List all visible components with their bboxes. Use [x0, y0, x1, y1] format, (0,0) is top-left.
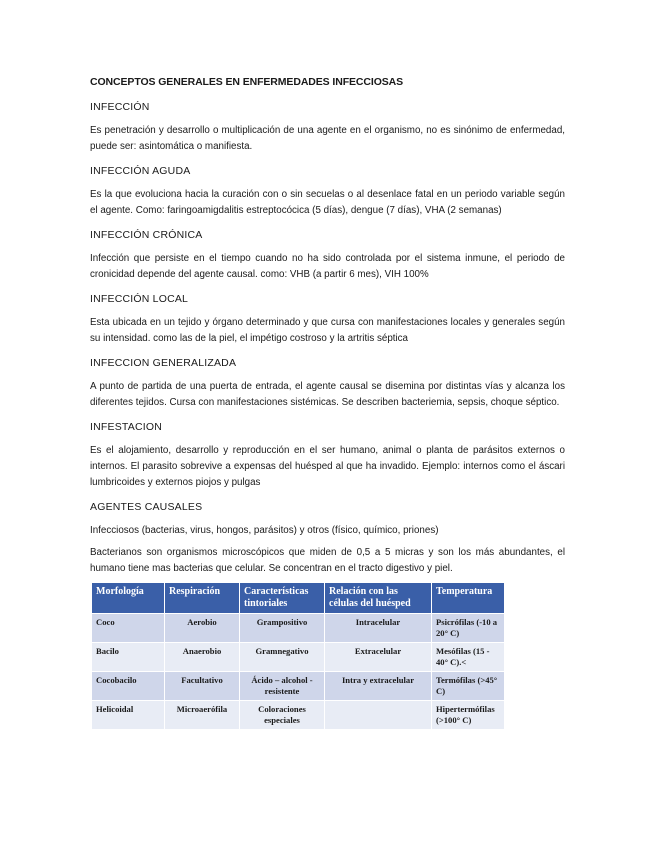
table-cell: Microaerófila: [165, 701, 240, 730]
section-heading-infeccion-cronica: INFECCIÓN CRÓNICA: [90, 229, 203, 241]
table-cell: Grampositivo: [240, 614, 325, 643]
table-cell: Mesófilas (15 - 40° C).<: [432, 643, 505, 672]
table-cell: Helicoidal: [92, 701, 165, 730]
table-row: [92, 672, 505, 701]
table-cell: Coco: [92, 614, 165, 643]
document-title: CONCEPTOS GENERALES EN ENFERMEDADES INFECCIOSAS: [90, 76, 404, 88]
table-row: [92, 643, 505, 672]
section-heading-infestacion: INFESTACION: [90, 421, 163, 433]
table-cell: [325, 701, 432, 730]
table-cell: Facultativo: [165, 672, 240, 701]
section-text-infeccion-cronica: Infección que persiste en el tiempo cuando no ha sido controlada por el sistema inmune, el periodo de cronicidad depende del agente causal. como: VHB (a partir 6 mes), VIH 100%: [90, 253, 565, 280]
table-header-relacion: Relación con las células del huésped: [325, 583, 432, 614]
table-cell: Psicrófilas (-10 a 20° C): [432, 614, 505, 643]
table-header-respiracion: Respiración: [165, 583, 240, 614]
document-body: [90, 76, 565, 729]
section-text-agentes-causales: Infecciosos (bacterias, virus, hongos, parásitos) y otros (físico, químico, priones): [90, 525, 439, 536]
section-heading-infeccion-local: INFECCIÓN LOCAL: [90, 293, 189, 305]
table-cell: Hipertermófilas (>100° C): [432, 701, 505, 730]
table-cell: Extracelular: [325, 643, 432, 672]
table-header-row: [92, 583, 505, 614]
table-cell: Bacilo: [92, 643, 165, 672]
table-cell: Cocobacilo: [92, 672, 165, 701]
table-row: [92, 614, 505, 643]
section-heading-infeccion-aguda: INFECCIÓN AGUDA: [90, 165, 191, 177]
section-heading-infeccion-generalizada: INFECCION GENERALIZADA: [90, 357, 237, 369]
table-cell: Gramnegativo: [240, 643, 325, 672]
table-cell: Ácido – alcohol - resistente: [240, 672, 325, 701]
table-cell: Termófilas (>45° C): [432, 672, 505, 701]
section-text-infeccion: Es penetración y desarrollo o multiplicación de una agente en el organismo, no es sinónimo de enfermedad, puede ser: asintomática o manifiesta.: [90, 125, 565, 152]
table-row: [92, 701, 505, 730]
section-text-infeccion-generalizada: A punto de partida de una puerta de entrada, el agente causal se disemina por distintas vías y alcanza los diferentes tejidos. Cursa con manifestaciones sistémicas. Se describen bacteriemia, sepsis, choque séptico.: [90, 381, 565, 408]
section-heading-infeccion: INFECCIÓN: [90, 101, 150, 113]
table-header-morfologia: Morfología: [92, 583, 165, 614]
table-cell: Coloraciones especiales: [240, 701, 325, 730]
table-header-caracteristicas: Características tintoriales: [240, 583, 325, 614]
table-cell: Anaerobio: [165, 643, 240, 672]
morphology-table: [92, 583, 505, 729]
table-cell: Intracelular: [325, 614, 432, 643]
section-heading-agentes-causales: AGENTES CAUSALES: [90, 501, 203, 513]
section-text-infestacion: Es el alojamiento, desarrollo y reproducción en el ser humano, animal o planta de parásitos externos o internos. El parasito sobrevive a expensas del huésped al que ha invadido. Ejemplo: internos como el áscari lumbricoides y externos piojos y pulgas: [90, 445, 565, 488]
section-text-infeccion-local: Esta ubicada en un tejido y órgano determinado y que cursa con manifestaciones locales y generales según su intensidad. como las de la piel, el impétigo costroso y la artritis séptica: [90, 317, 565, 344]
table-cell: Aerobio: [165, 614, 240, 643]
bacteria-paragraph: Bacterianos son organismos microscópicos que miden de 0,5 a 5 micras y son los más abundantes, el humano tiene mas bacterias que celular. Se concentran en el tracto digestivo y piel.: [90, 547, 565, 574]
table-header-temperatura: Temperatura: [432, 583, 505, 614]
section-text-infeccion-aguda: Es la que evoluciona hacia la curación con o sin secuelas o al desenlace fatal en un periodo variable según el agente. Como: faringoamigdalitis estreptocócica (5 días), dengue (7 días), VHA (2 semanas): [90, 189, 565, 216]
table-cell: Intra y extracelular: [325, 672, 432, 701]
